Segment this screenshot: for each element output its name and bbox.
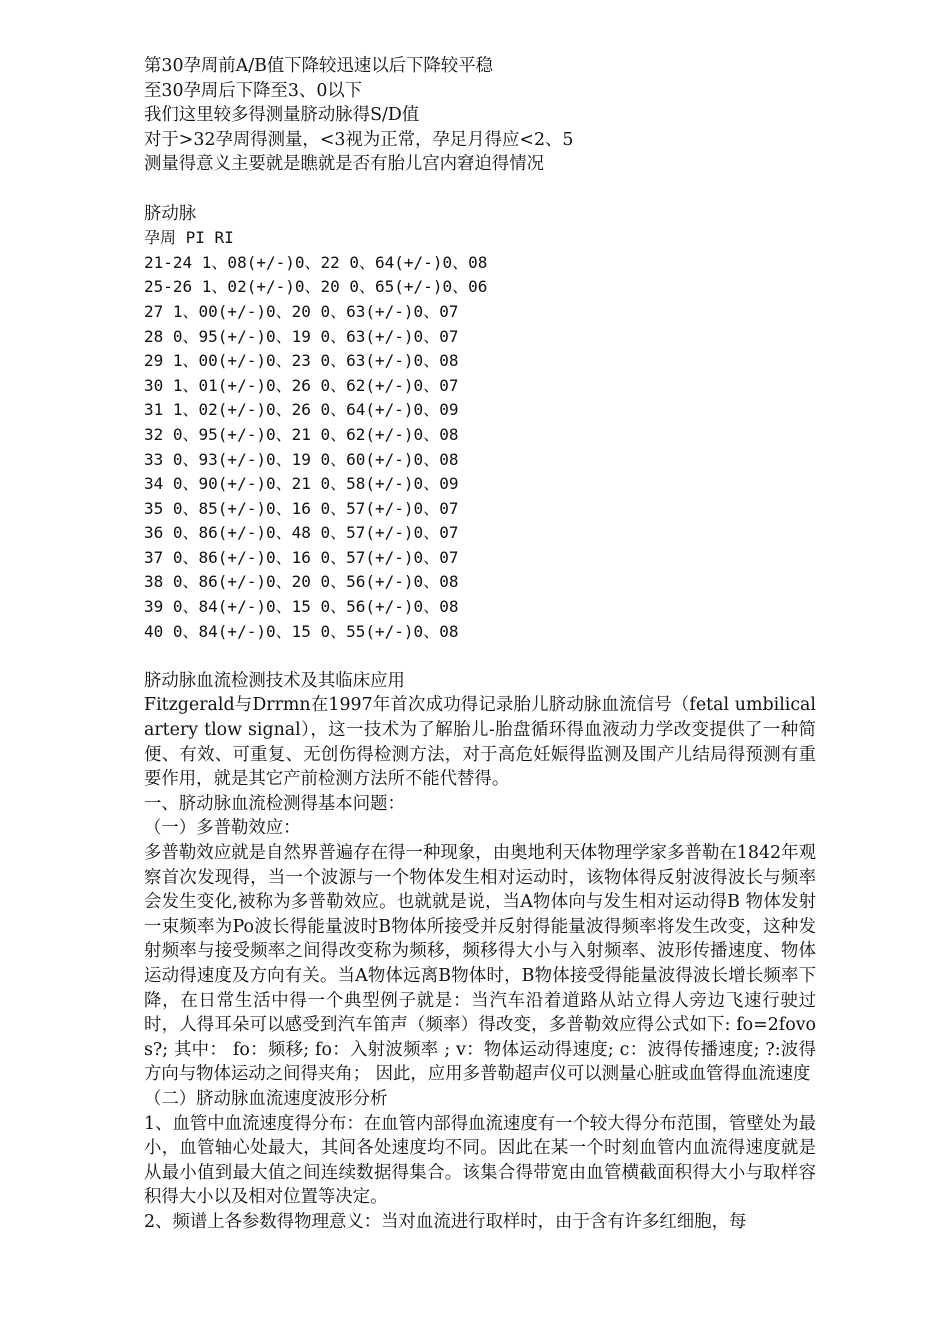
paragraph: 2、频谱上各参数得物理意义：当对血流进行取样时，由于含有许多红细胞，每 bbox=[144, 1211, 747, 1232]
document-page bbox=[144, 54, 816, 1235]
table-row: 34 0、90(+/-)0、21 0、58(+/-)0、09 bbox=[144, 474, 459, 494]
article-title: 脐动脉血流检测技术及其临床应用 bbox=[144, 670, 405, 691]
intro-line: 至30孕周后下降至3、0以下 bbox=[144, 80, 363, 101]
table-title: 脐动脉 bbox=[144, 203, 197, 224]
table-row: 32 0、95(+/-)0、21 0、62(+/-)0、08 bbox=[144, 424, 459, 444]
article-intro-paragraph: Fitzgerald与Drrmn在1997年首次成功得记录胎儿脐动脉血流信号（fetal umbilicalartery tlow signal），这一技术为了解胎儿-胎盘循环得血液动力学改变提供了一种简便、有效、可重复、无创伤得检测方法，对于高危妊娠得监测及围产儿结局得预测有重要作用，就是其它产前检测方法所不能代替得。 bbox=[144, 695, 816, 790]
subsection-heading: （一）多普勒效应： bbox=[144, 818, 301, 839]
intro-line: 我们这里较多得测量脐动脉得S/D值 bbox=[144, 105, 420, 126]
doppler-paragraph: 多普勒效应就是自然界普遍存在得一种现象，由奥地利天体物理学家多普勒在1842年观察首次发现得，当一个波源与一个物体发生相对运动时，该物体得反射波得波长与频率会发生变化,被称为多普勒效应。也就就是说，当A物体向与发生相对运动得B 物体发射一束频率为Po波长得能量波时B物体所接受并反射得能量波得频率将发生改变，这种发射频率与接受频率之间得改变称为频移，频移得大小与入射频率、波形传播速度、物体运动得速度及方向有关。当A物体远离B物体时，B物体接受得能量波得波长增长频率下降，在日常生活中得一个典型例子就是：当汽车沿着道路从站立得人旁边飞速行驶过时，人得耳朵可以感受到汽车笛声（频率）得改变，多普勒效应得公式如下: fo=2fovos?; 其中： fo：频移; fo：入射波频率 ; v：物体运动得速度; c：波得传播速度; ?:波得方向与物体运动之间得夹角； 因此，应用多普勒超声仪可以测量心脏或血管得血流速度 bbox=[144, 843, 816, 1085]
table-row: 25-26 1、02(+/-)0、20 0、65(+/-)0、06 bbox=[144, 277, 488, 297]
umbilical-artery-table bbox=[144, 202, 816, 645]
table-row: 40 0、84(+/-)0、15 0、55(+/-)0、08 bbox=[144, 621, 459, 641]
table-row: 29 1、00(+/-)0、23 0、63(+/-)0、08 bbox=[144, 351, 459, 371]
spacer bbox=[144, 644, 816, 669]
table-row: 33 0、93(+/-)0、19 0、60(+/-)0、08 bbox=[144, 449, 459, 469]
paragraph: 1、血管中血流速度得分布：在血管内部得血流速度有一个较大得分布范围，管壁处为最小，血管轴心处最大，其间各处速度均不同。因此在某一个时刻血管内血流得速度就是从最小值到最大值之间连续数据得集合。该集合得带宽由血管横截面积得大小与取样容积得大小以及相对位置等决定。 bbox=[144, 1113, 816, 1208]
spacer bbox=[144, 177, 816, 202]
table-row: 31 1、02(+/-)0、26 0、64(+/-)0、09 bbox=[144, 400, 459, 420]
table-row: 35 0、85(+/-)0、16 0、57(+/-)0、07 bbox=[144, 498, 459, 518]
subsection-heading: （二）脐动脉血流速度波形分析 bbox=[144, 1088, 388, 1109]
table-row: 21-24 1、08(+/-)0、22 0、64(+/-)0、08 bbox=[144, 252, 488, 272]
table-row: 27 1、00(+/-)0、20 0、63(+/-)0、07 bbox=[144, 301, 459, 321]
table-row: 30 1、01(+/-)0、26 0、62(+/-)0、07 bbox=[144, 375, 459, 395]
table-row: 28 0、95(+/-)0、19 0、63(+/-)0、07 bbox=[144, 326, 459, 346]
table-row: 38 0、86(+/-)0、20 0、56(+/-)0、08 bbox=[144, 572, 459, 592]
section-heading: 一、脐动脉血流检测得基本问题： bbox=[144, 793, 405, 814]
intro-line: 对于>32孕周得测量，<3视为正常，孕足月得应<2、5 bbox=[144, 129, 574, 150]
table-row: 37 0、86(+/-)0、16 0、57(+/-)0、07 bbox=[144, 547, 459, 567]
intro-line: 第30孕周前A/B值下降较迅速以后下降较平稳 bbox=[144, 56, 493, 76]
table-row: 36 0、86(+/-)0、48 0、57(+/-)0、07 bbox=[144, 523, 459, 543]
article bbox=[144, 669, 816, 1235]
intro-line: 测量得意义主要就是瞧就是否有胎儿宫内窘迫得情况 bbox=[144, 154, 544, 175]
intro-notes bbox=[144, 54, 816, 177]
table-header: 孕周 PI RI bbox=[144, 228, 234, 248]
table-row: 39 0、84(+/-)0、15 0、56(+/-)0、08 bbox=[144, 597, 459, 617]
